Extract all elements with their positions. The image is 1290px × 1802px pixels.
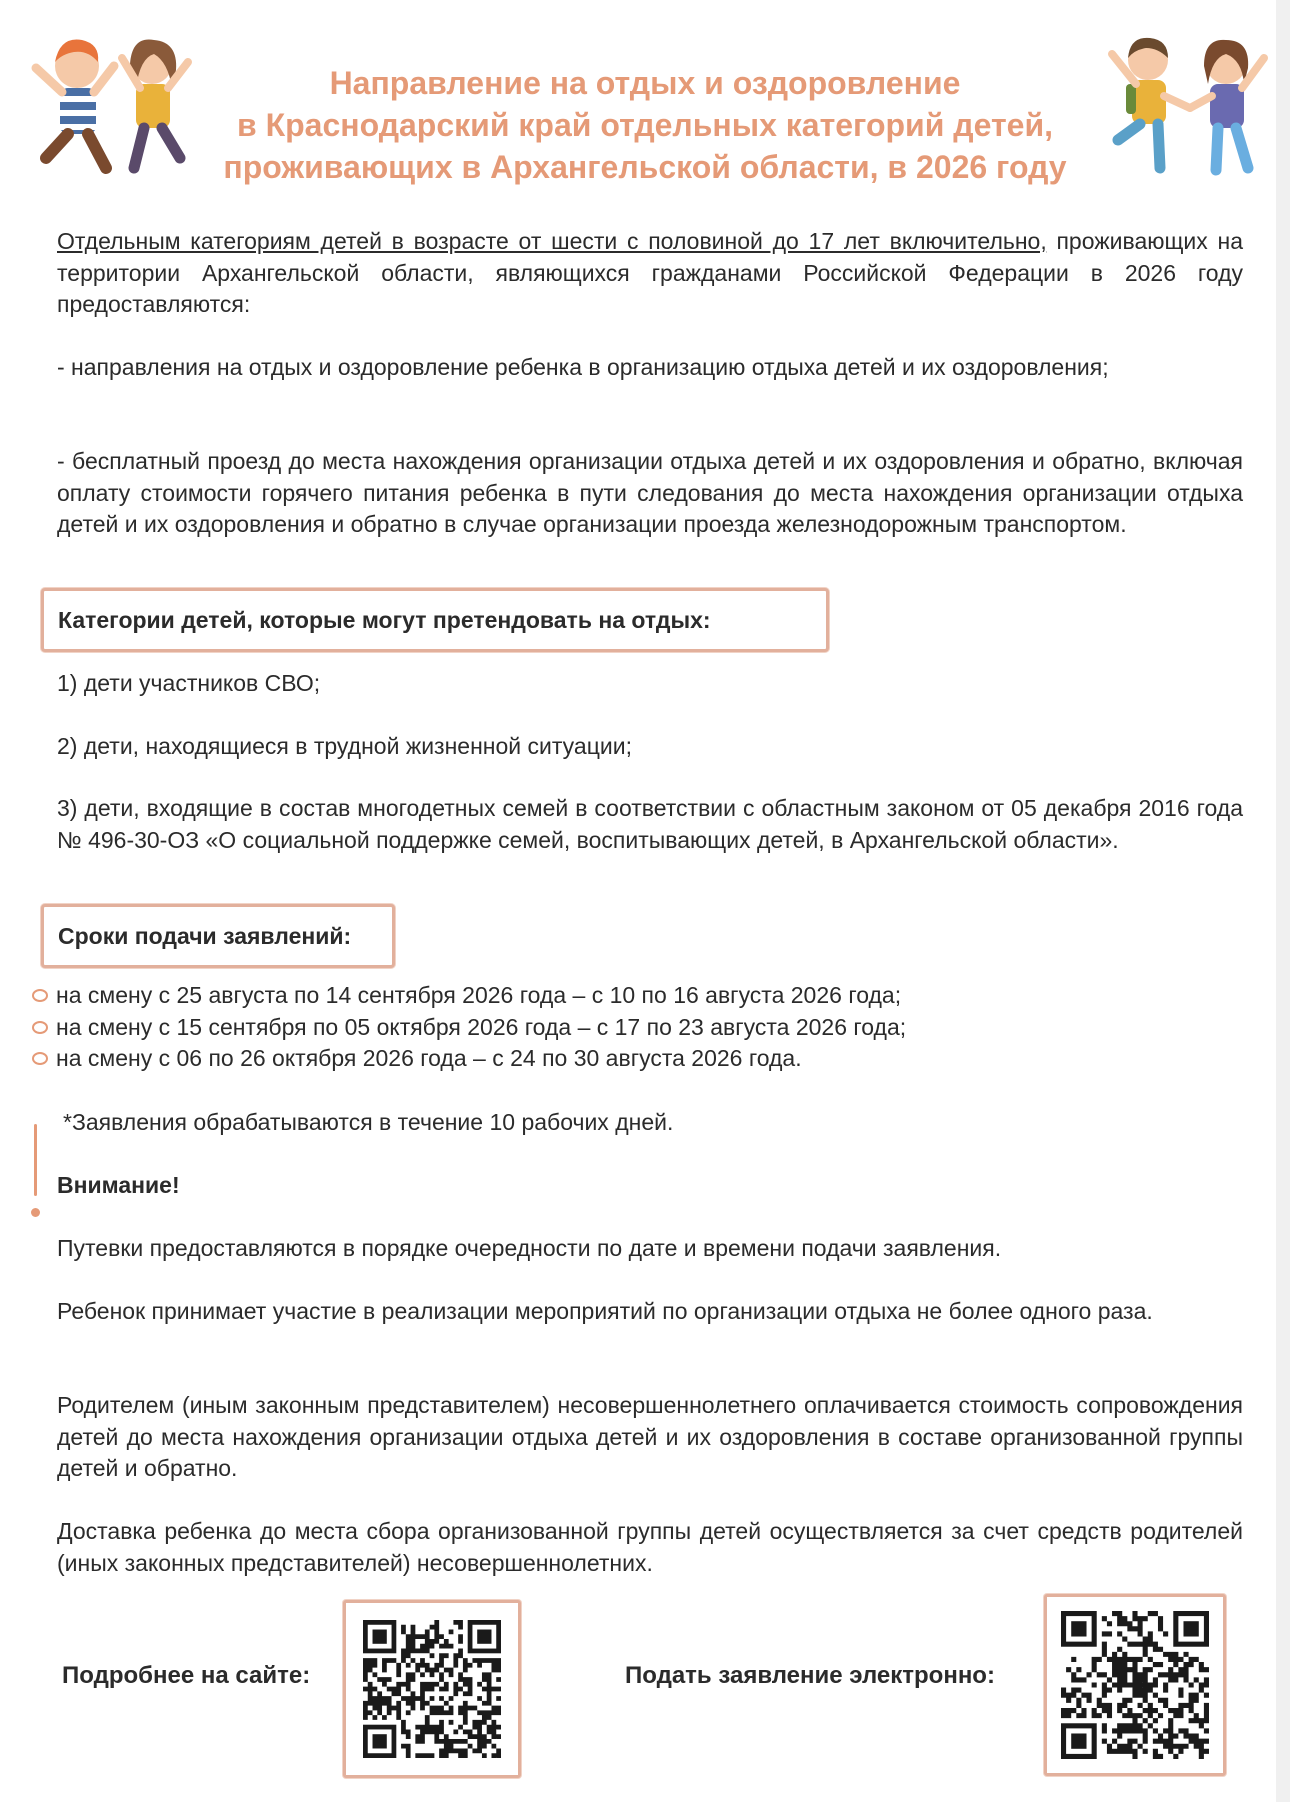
deadline-text: на смену с 06 по 26 октября 2026 года – с 24 по 30 августа 2026 года. xyxy=(56,1045,802,1071)
page-edge xyxy=(1276,0,1290,1802)
attention-paragraph: Путевки предоставляются в порядке очередности по дате и времени подачи заявления. xyxy=(57,1235,1002,1261)
page-title xyxy=(170,62,1120,188)
title-line: в Краснодарский край отдельных категорий детей, xyxy=(237,107,1053,143)
site-qr-frame xyxy=(343,1600,521,1778)
kids-illustration-right xyxy=(1098,18,1278,193)
apply-qr-frame xyxy=(1044,1594,1226,1776)
attention-paragraph: Родителем (иным законным представителем) несовершеннолетнего оплачивается стоимость сопровождения детей до места нахождения организации отдыха детей и их оздоровления в составе организованной группы детей и обратно. xyxy=(57,1392,1243,1481)
deadline-text: на смену с 25 августа по 14 сентября 2026 года – с 10 по 16 августа 2026 года; xyxy=(56,982,902,1008)
category-item: 3) дети, входящие в состав многодетных семей в соответствии с областным законом от 05 декабря 2016 года № 496-30-ОЗ «О социальной поддержке семей, воспитывающих детей, в Архангельской области». xyxy=(57,795,1243,853)
intro-rest: проживающих на территории Архангельской области, являющихся гражданами Российской Федерации в 2026 году предоставляются: xyxy=(57,228,1244,317)
attention-paragraph: Ребенок принимает участие в реализации мероприятий по организации отдыха не более одного раза. xyxy=(57,1298,1153,1324)
deadline-item xyxy=(32,1043,802,1074)
categories-heading: Категории детей, которые могут претендовать на отдых: xyxy=(41,588,829,652)
deadline-text: на смену с 15 сентября по 05 октября 2026 года – с 17 по 23 августа 2026 года; xyxy=(56,1014,907,1040)
provision-item: - направления на отдых и оздоровление ребенка в организацию отдыха детей и их оздоровления; xyxy=(57,354,1109,380)
attention-heading: Внимание! xyxy=(57,1172,180,1198)
apply-label: Подать заявление электронно: xyxy=(625,1662,995,1689)
site-label: Подробнее на сайте: xyxy=(62,1662,311,1689)
bullet-circle-icon xyxy=(32,989,48,1002)
provision-item: - бесплатный проезд до места нахождения организации отдыха детей и их оздоровления и обратно, включая оплату стоимости горячего питания ребенка в пути следования до места нахождения организации отдыха детей и их оздоровления и обратно в случае организации проезда железнодорожным транспортом. xyxy=(57,448,1243,537)
intro-paragraph xyxy=(57,226,1243,321)
processing-note: *Заявления обрабатываются в течение 10 рабочих дней. xyxy=(63,1109,674,1135)
exclamation-icon xyxy=(34,1124,37,1196)
title-line: Направление на отдых и оздоровление xyxy=(329,65,961,101)
deadline-item xyxy=(32,980,901,1011)
deadlines-heading: Сроки подачи заявлений: xyxy=(41,904,395,968)
bullet-circle-icon xyxy=(32,1052,48,1065)
apply-qr-code[interactable] xyxy=(1061,1611,1209,1759)
attention-paragraph: Доставка ребенка до места сбора организованной группы детей осуществляется за счет средств родителей (иных законных представителей) несовершеннолетних. xyxy=(57,1518,1243,1576)
title-line: проживающих в Архангельской области, в 2026 году xyxy=(223,149,1067,185)
bullet-circle-icon xyxy=(32,1021,48,1034)
category-item: 1) дети участников СВО; xyxy=(57,670,321,696)
exclamation-dot-icon xyxy=(31,1208,40,1217)
deadline-item xyxy=(32,1012,906,1043)
intro-underlined: Отдельным категориям детей в возрасте от шести с половиной до 17 лет включительно, xyxy=(57,228,1047,254)
site-qr-code[interactable] xyxy=(363,1620,501,1758)
category-item: 2) дети, находящиеся в трудной жизненной ситуации; xyxy=(57,733,632,759)
